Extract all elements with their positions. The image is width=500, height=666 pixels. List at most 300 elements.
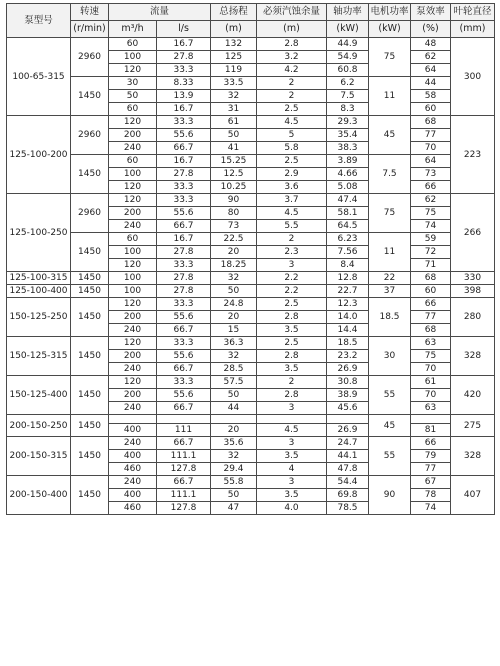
header-head: 总扬程 bbox=[211, 4, 257, 21]
flow-ls-cell: 111.1 bbox=[157, 450, 211, 463]
shaft-power-cell: 58.1 bbox=[327, 207, 369, 220]
head-cell: 33.5 bbox=[211, 77, 257, 90]
shaft-power-cell: 45.6 bbox=[327, 402, 369, 415]
flow-ls-cell: 33.3 bbox=[157, 64, 211, 77]
impeller-cell: 330 bbox=[451, 272, 495, 285]
shaft-power-cell: 35.4 bbox=[327, 129, 369, 142]
shaft-power-cell: 54.4 bbox=[327, 476, 369, 489]
head-cell: 132 bbox=[211, 38, 257, 51]
head-cell: 50 bbox=[211, 129, 257, 142]
head-cell: 61 bbox=[211, 116, 257, 129]
head-cell: 50 bbox=[211, 285, 257, 298]
flow-ls-cell: 127.8 bbox=[157, 463, 211, 476]
model-cell: 200-150-315 bbox=[7, 437, 71, 476]
flow-ls-cell: 127.8 bbox=[157, 502, 211, 515]
npsh-cell: 3.2 bbox=[257, 51, 327, 64]
efficiency-cell bbox=[411, 415, 451, 424]
table-row bbox=[7, 298, 495, 311]
efficiency-cell: 81 bbox=[411, 424, 451, 437]
npsh-cell: 2 bbox=[257, 90, 327, 103]
npsh-cell: 2.5 bbox=[257, 155, 327, 168]
head-cell: 32 bbox=[211, 450, 257, 463]
npsh-cell: 3.5 bbox=[257, 324, 327, 337]
flow-ls-cell: 27.8 bbox=[157, 51, 211, 64]
flow-ls-cell: 33.3 bbox=[157, 298, 211, 311]
shaft-power-cell bbox=[327, 415, 369, 424]
efficiency-cell: 60 bbox=[411, 103, 451, 116]
shaft-power-cell: 60.8 bbox=[327, 64, 369, 77]
efficiency-cell: 44 bbox=[411, 77, 451, 90]
shaft-power-cell: 38.9 bbox=[327, 389, 369, 402]
head-cell bbox=[211, 415, 257, 424]
efficiency-cell: 68 bbox=[411, 116, 451, 129]
shaft-power-cell: 26.9 bbox=[327, 424, 369, 437]
shaft-power-cell: 5.08 bbox=[327, 181, 369, 194]
speed-cell: 1450 bbox=[71, 233, 109, 272]
shaft-power-cell: 14.4 bbox=[327, 324, 369, 337]
efficiency-cell: 73 bbox=[411, 168, 451, 181]
flow-m3h-cell: 240 bbox=[109, 220, 157, 233]
flow-ls-cell: 66.7 bbox=[157, 437, 211, 450]
flow-m3h-cell: 50 bbox=[109, 90, 157, 103]
impeller-cell: 275 bbox=[451, 415, 495, 437]
npsh-cell: 3 bbox=[257, 437, 327, 450]
head-cell: 90 bbox=[211, 194, 257, 207]
efficiency-cell: 79 bbox=[411, 450, 451, 463]
motor-power-cell: 37 bbox=[369, 285, 411, 298]
flow-ls-cell: 55.6 bbox=[157, 350, 211, 363]
npsh-cell bbox=[257, 415, 327, 424]
efficiency-cell: 64 bbox=[411, 155, 451, 168]
head-cell: 50 bbox=[211, 489, 257, 502]
head-cell: 15 bbox=[211, 324, 257, 337]
shaft-power-cell: 24.7 bbox=[327, 437, 369, 450]
head-cell: 55.8 bbox=[211, 476, 257, 489]
shaft-power-cell: 44.9 bbox=[327, 38, 369, 51]
npsh-cell: 2 bbox=[257, 233, 327, 246]
header-flow-unit-ls: l/s bbox=[157, 21, 211, 38]
shaft-power-cell: 4.66 bbox=[327, 168, 369, 181]
npsh-cell: 4.2 bbox=[257, 64, 327, 77]
flow-m3h-cell: 100 bbox=[109, 246, 157, 259]
efficiency-cell: 68 bbox=[411, 324, 451, 337]
efficiency-cell: 58 bbox=[411, 90, 451, 103]
speed-cell: 2960 bbox=[71, 38, 109, 77]
flow-ls-cell: 16.7 bbox=[157, 155, 211, 168]
pump-performance-table bbox=[6, 3, 495, 515]
flow-ls-cell: 8.33 bbox=[157, 77, 211, 90]
flow-ls-cell: 16.7 bbox=[157, 103, 211, 116]
efficiency-cell: 77 bbox=[411, 311, 451, 324]
flow-ls-cell bbox=[157, 415, 211, 424]
npsh-cell: 2.5 bbox=[257, 337, 327, 350]
header-impeller-unit: (mm) bbox=[451, 21, 495, 38]
npsh-cell: 2 bbox=[257, 376, 327, 389]
header-npsh-unit: (m) bbox=[257, 21, 327, 38]
flow-m3h-cell: 120 bbox=[109, 181, 157, 194]
shaft-power-cell: 26.9 bbox=[327, 363, 369, 376]
head-cell: 57.5 bbox=[211, 376, 257, 389]
table-row bbox=[7, 476, 495, 489]
flow-ls-cell: 66.7 bbox=[157, 476, 211, 489]
header-motor-power: 电机功率 bbox=[369, 4, 411, 21]
flow-m3h-cell: 120 bbox=[109, 376, 157, 389]
motor-power-cell: 11 bbox=[369, 77, 411, 116]
flow-m3h-cell: 240 bbox=[109, 437, 157, 450]
head-cell: 73 bbox=[211, 220, 257, 233]
header-flow: 流量 bbox=[109, 4, 211, 21]
flow-m3h-cell: 60 bbox=[109, 155, 157, 168]
npsh-cell: 4.5 bbox=[257, 424, 327, 437]
table-row bbox=[7, 272, 495, 285]
npsh-cell: 4.5 bbox=[257, 207, 327, 220]
table-row bbox=[7, 194, 495, 207]
shaft-power-cell: 8.3 bbox=[327, 103, 369, 116]
flow-m3h-cell: 120 bbox=[109, 116, 157, 129]
table-row bbox=[7, 285, 495, 298]
shaft-power-cell: 54.9 bbox=[327, 51, 369, 64]
speed-cell: 1450 bbox=[71, 476, 109, 515]
header-model: 泵型号 bbox=[7, 4, 71, 38]
flow-m3h-cell: 120 bbox=[109, 298, 157, 311]
efficiency-cell: 64 bbox=[411, 64, 451, 77]
shaft-power-cell: 64.5 bbox=[327, 220, 369, 233]
npsh-cell: 3.5 bbox=[257, 363, 327, 376]
flow-m3h-cell: 200 bbox=[109, 311, 157, 324]
flow-ls-cell: 16.7 bbox=[157, 233, 211, 246]
model-cell: 150-125-400 bbox=[7, 376, 71, 415]
speed-cell: 2960 bbox=[71, 194, 109, 233]
speed-cell: 1450 bbox=[71, 272, 109, 285]
shaft-power-cell: 29.3 bbox=[327, 116, 369, 129]
flow-m3h-cell: 240 bbox=[109, 142, 157, 155]
impeller-cell: 223 bbox=[451, 116, 495, 194]
shaft-power-cell: 47.4 bbox=[327, 194, 369, 207]
npsh-cell: 2.5 bbox=[257, 298, 327, 311]
npsh-cell: 3.5 bbox=[257, 489, 327, 502]
efficiency-cell: 70 bbox=[411, 389, 451, 402]
speed-cell: 1450 bbox=[71, 376, 109, 415]
flow-ls-cell: 55.6 bbox=[157, 311, 211, 324]
impeller-cell: 328 bbox=[451, 337, 495, 376]
flow-m3h-cell: 240 bbox=[109, 402, 157, 415]
flow-m3h-cell bbox=[109, 415, 157, 424]
head-cell: 41 bbox=[211, 142, 257, 155]
head-cell: 20 bbox=[211, 246, 257, 259]
efficiency-cell: 70 bbox=[411, 142, 451, 155]
efficiency-cell: 72 bbox=[411, 246, 451, 259]
model-cell: 125-100-200 bbox=[7, 116, 71, 194]
efficiency-cell: 62 bbox=[411, 194, 451, 207]
head-cell: 18.25 bbox=[211, 259, 257, 272]
npsh-cell: 2.2 bbox=[257, 272, 327, 285]
header-motor-unit: (kW) bbox=[369, 21, 411, 38]
table-row bbox=[7, 233, 495, 246]
flow-m3h-cell: 120 bbox=[109, 64, 157, 77]
head-cell: 32 bbox=[211, 90, 257, 103]
head-cell: 119 bbox=[211, 64, 257, 77]
flow-m3h-cell: 100 bbox=[109, 51, 157, 64]
npsh-cell: 4 bbox=[257, 463, 327, 476]
speed-cell: 1450 bbox=[71, 155, 109, 194]
speed-cell: 1450 bbox=[71, 77, 109, 116]
flow-m3h-cell: 400 bbox=[109, 424, 157, 437]
model-cell: 125-100-250 bbox=[7, 194, 71, 272]
header-speed-unit: (r/min) bbox=[71, 21, 109, 38]
flow-ls-cell: 66.7 bbox=[157, 324, 211, 337]
npsh-cell: 2.9 bbox=[257, 168, 327, 181]
efficiency-cell: 68 bbox=[411, 272, 451, 285]
model-cell: 150-125-250 bbox=[7, 298, 71, 337]
npsh-cell: 2.3 bbox=[257, 246, 327, 259]
flow-ls-cell: 33.3 bbox=[157, 181, 211, 194]
model-cell: 125-100-315 bbox=[7, 272, 71, 285]
head-cell: 29.4 bbox=[211, 463, 257, 476]
efficiency-cell: 77 bbox=[411, 129, 451, 142]
motor-power-cell: 18.5 bbox=[369, 298, 411, 337]
head-cell: 15.25 bbox=[211, 155, 257, 168]
flow-m3h-cell: 200 bbox=[109, 207, 157, 220]
npsh-cell: 5.8 bbox=[257, 142, 327, 155]
shaft-power-cell: 6.2 bbox=[327, 77, 369, 90]
flow-m3h-cell: 100 bbox=[109, 168, 157, 181]
flow-m3h-cell: 400 bbox=[109, 489, 157, 502]
flow-m3h-cell: 100 bbox=[109, 272, 157, 285]
flow-ls-cell: 33.3 bbox=[157, 376, 211, 389]
npsh-cell: 3.7 bbox=[257, 194, 327, 207]
flow-m3h-cell: 240 bbox=[109, 324, 157, 337]
motor-power-cell: 11 bbox=[369, 233, 411, 272]
npsh-cell: 2.2 bbox=[257, 285, 327, 298]
model-cell: 200-150-400 bbox=[7, 476, 71, 515]
shaft-power-cell: 3.89 bbox=[327, 155, 369, 168]
efficiency-cell: 71 bbox=[411, 259, 451, 272]
flow-ls-cell: 66.7 bbox=[157, 402, 211, 415]
speed-cell: 1450 bbox=[71, 415, 109, 437]
model-cell: 200-150-250 bbox=[7, 415, 71, 437]
motor-power-cell: 75 bbox=[369, 194, 411, 233]
impeller-cell: 300 bbox=[451, 38, 495, 116]
table-row bbox=[7, 116, 495, 129]
head-cell: 44 bbox=[211, 402, 257, 415]
head-cell: 47 bbox=[211, 502, 257, 515]
flow-ls-cell: 33.3 bbox=[157, 337, 211, 350]
table-row bbox=[7, 437, 495, 450]
head-cell: 10.25 bbox=[211, 181, 257, 194]
impeller-cell: 280 bbox=[451, 298, 495, 337]
shaft-power-cell: 14.0 bbox=[327, 311, 369, 324]
npsh-cell: 4.5 bbox=[257, 116, 327, 129]
header-speed: 转速 bbox=[71, 4, 109, 21]
motor-power-cell: 22 bbox=[369, 272, 411, 285]
efficiency-cell: 62 bbox=[411, 51, 451, 64]
flow-ls-cell: 66.7 bbox=[157, 220, 211, 233]
efficiency-cell: 48 bbox=[411, 38, 451, 51]
head-cell: 24.8 bbox=[211, 298, 257, 311]
npsh-cell: 3.5 bbox=[257, 450, 327, 463]
flow-ls-cell: 27.8 bbox=[157, 246, 211, 259]
head-cell: 36.3 bbox=[211, 337, 257, 350]
shaft-power-cell: 12.3 bbox=[327, 298, 369, 311]
model-cell: 125-100-400 bbox=[7, 285, 71, 298]
header-shaft-power: 轴功率 bbox=[327, 4, 369, 21]
head-cell: 20 bbox=[211, 424, 257, 437]
head-cell: 125 bbox=[211, 51, 257, 64]
table-row bbox=[7, 77, 495, 90]
flow-ls-cell: 27.8 bbox=[157, 285, 211, 298]
flow-ls-cell: 55.6 bbox=[157, 129, 211, 142]
head-cell: 12.5 bbox=[211, 168, 257, 181]
motor-power-cell: 30 bbox=[369, 337, 411, 376]
shaft-power-cell: 78.5 bbox=[327, 502, 369, 515]
impeller-cell: 328 bbox=[451, 437, 495, 476]
npsh-cell: 5 bbox=[257, 129, 327, 142]
header-npsh: 必须汽蚀余量 bbox=[257, 4, 327, 21]
table-header bbox=[7, 4, 495, 38]
npsh-cell: 3 bbox=[257, 476, 327, 489]
flow-m3h-cell: 60 bbox=[109, 233, 157, 246]
flow-ls-cell: 55.6 bbox=[157, 207, 211, 220]
efficiency-cell: 59 bbox=[411, 233, 451, 246]
efficiency-cell: 66 bbox=[411, 437, 451, 450]
flow-ls-cell: 66.7 bbox=[157, 142, 211, 155]
head-cell: 31 bbox=[211, 103, 257, 116]
shaft-power-cell: 6.23 bbox=[327, 233, 369, 246]
npsh-cell: 2.8 bbox=[257, 311, 327, 324]
flow-ls-cell: 111 bbox=[157, 424, 211, 437]
model-cell: 150-125-315 bbox=[7, 337, 71, 376]
head-cell: 22.5 bbox=[211, 233, 257, 246]
efficiency-cell: 67 bbox=[411, 476, 451, 489]
shaft-power-cell: 47.8 bbox=[327, 463, 369, 476]
impeller-cell: 407 bbox=[451, 476, 495, 515]
head-cell: 32 bbox=[211, 350, 257, 363]
table-body bbox=[7, 38, 495, 515]
flow-m3h-cell: 240 bbox=[109, 476, 157, 489]
npsh-cell: 2.8 bbox=[257, 389, 327, 402]
impeller-cell: 398 bbox=[451, 285, 495, 298]
flow-ls-cell: 33.3 bbox=[157, 194, 211, 207]
table-row bbox=[7, 155, 495, 168]
flow-m3h-cell: 120 bbox=[109, 259, 157, 272]
motor-power-cell: 45 bbox=[369, 415, 411, 437]
motor-power-cell: 7.5 bbox=[369, 155, 411, 194]
speed-cell: 1450 bbox=[71, 337, 109, 376]
impeller-cell: 420 bbox=[451, 376, 495, 415]
head-cell: 50 bbox=[211, 389, 257, 402]
npsh-cell: 3 bbox=[257, 259, 327, 272]
flow-ls-cell: 66.7 bbox=[157, 363, 211, 376]
speed-cell: 2960 bbox=[71, 116, 109, 155]
flow-m3h-cell: 460 bbox=[109, 502, 157, 515]
speed-cell: 1450 bbox=[71, 298, 109, 337]
efficiency-cell: 75 bbox=[411, 350, 451, 363]
flow-ls-cell: 13.9 bbox=[157, 90, 211, 103]
npsh-cell: 3 bbox=[257, 402, 327, 415]
npsh-cell: 2.8 bbox=[257, 350, 327, 363]
header-flow-unit-m3h: m³/h bbox=[109, 21, 157, 38]
efficiency-cell: 70 bbox=[411, 363, 451, 376]
table-row bbox=[7, 337, 495, 350]
flow-ls-cell: 111.1 bbox=[157, 489, 211, 502]
efficiency-cell: 66 bbox=[411, 181, 451, 194]
header-head-unit: (m) bbox=[211, 21, 257, 38]
shaft-power-cell: 22.7 bbox=[327, 285, 369, 298]
flow-m3h-cell: 60 bbox=[109, 38, 157, 51]
shaft-power-cell: 18.5 bbox=[327, 337, 369, 350]
efficiency-cell: 66 bbox=[411, 298, 451, 311]
flow-m3h-cell: 400 bbox=[109, 450, 157, 463]
head-cell: 20 bbox=[211, 311, 257, 324]
flow-m3h-cell: 200 bbox=[109, 389, 157, 402]
motor-power-cell: 75 bbox=[369, 38, 411, 77]
flow-m3h-cell: 200 bbox=[109, 350, 157, 363]
shaft-power-cell: 69.8 bbox=[327, 489, 369, 502]
flow-m3h-cell: 100 bbox=[109, 285, 157, 298]
table-row bbox=[7, 38, 495, 51]
efficiency-cell: 63 bbox=[411, 402, 451, 415]
speed-cell: 1450 bbox=[71, 437, 109, 476]
flow-m3h-cell: 200 bbox=[109, 129, 157, 142]
impeller-cell: 266 bbox=[451, 194, 495, 272]
shaft-power-cell: 23.2 bbox=[327, 350, 369, 363]
speed-cell: 1450 bbox=[71, 285, 109, 298]
flow-ls-cell: 33.3 bbox=[157, 259, 211, 272]
shaft-power-cell: 8.4 bbox=[327, 259, 369, 272]
shaft-power-cell: 38.3 bbox=[327, 142, 369, 155]
flow-ls-cell: 27.8 bbox=[157, 272, 211, 285]
flow-m3h-cell: 120 bbox=[109, 337, 157, 350]
table-row bbox=[7, 376, 495, 389]
flow-ls-cell: 16.7 bbox=[157, 38, 211, 51]
npsh-cell: 3.6 bbox=[257, 181, 327, 194]
npsh-cell: 2.8 bbox=[257, 38, 327, 51]
pump-performance-table-sheet bbox=[6, 3, 494, 515]
head-cell: 80 bbox=[211, 207, 257, 220]
efficiency-cell: 61 bbox=[411, 376, 451, 389]
header-efficiency: 泵效率 bbox=[411, 4, 451, 21]
flow-m3h-cell: 60 bbox=[109, 103, 157, 116]
npsh-cell: 5.5 bbox=[257, 220, 327, 233]
header-efficiency-unit: (%) bbox=[411, 21, 451, 38]
npsh-cell: 2.5 bbox=[257, 103, 327, 116]
shaft-power-cell: 44.1 bbox=[327, 450, 369, 463]
flow-m3h-cell: 30 bbox=[109, 77, 157, 90]
npsh-cell: 4.0 bbox=[257, 502, 327, 515]
efficiency-cell: 74 bbox=[411, 220, 451, 233]
efficiency-cell: 74 bbox=[411, 502, 451, 515]
header-impeller: 叶轮直径 bbox=[451, 4, 495, 21]
shaft-power-cell: 7.5 bbox=[327, 90, 369, 103]
flow-ls-cell: 55.6 bbox=[157, 389, 211, 402]
head-cell: 32 bbox=[211, 272, 257, 285]
head-cell: 35.6 bbox=[211, 437, 257, 450]
model-cell: 100-65-315 bbox=[7, 38, 71, 116]
efficiency-cell: 75 bbox=[411, 207, 451, 220]
efficiency-cell: 63 bbox=[411, 337, 451, 350]
shaft-power-cell: 12.8 bbox=[327, 272, 369, 285]
shaft-power-cell: 30.8 bbox=[327, 376, 369, 389]
efficiency-cell: 77 bbox=[411, 463, 451, 476]
flow-m3h-cell: 240 bbox=[109, 363, 157, 376]
head-cell: 28.5 bbox=[211, 363, 257, 376]
motor-power-cell: 55 bbox=[369, 376, 411, 415]
flow-ls-cell: 27.8 bbox=[157, 168, 211, 181]
efficiency-cell: 78 bbox=[411, 489, 451, 502]
shaft-power-cell: 7.56 bbox=[327, 246, 369, 259]
header-shaft-unit: (kW) bbox=[327, 21, 369, 38]
npsh-cell: 2 bbox=[257, 77, 327, 90]
